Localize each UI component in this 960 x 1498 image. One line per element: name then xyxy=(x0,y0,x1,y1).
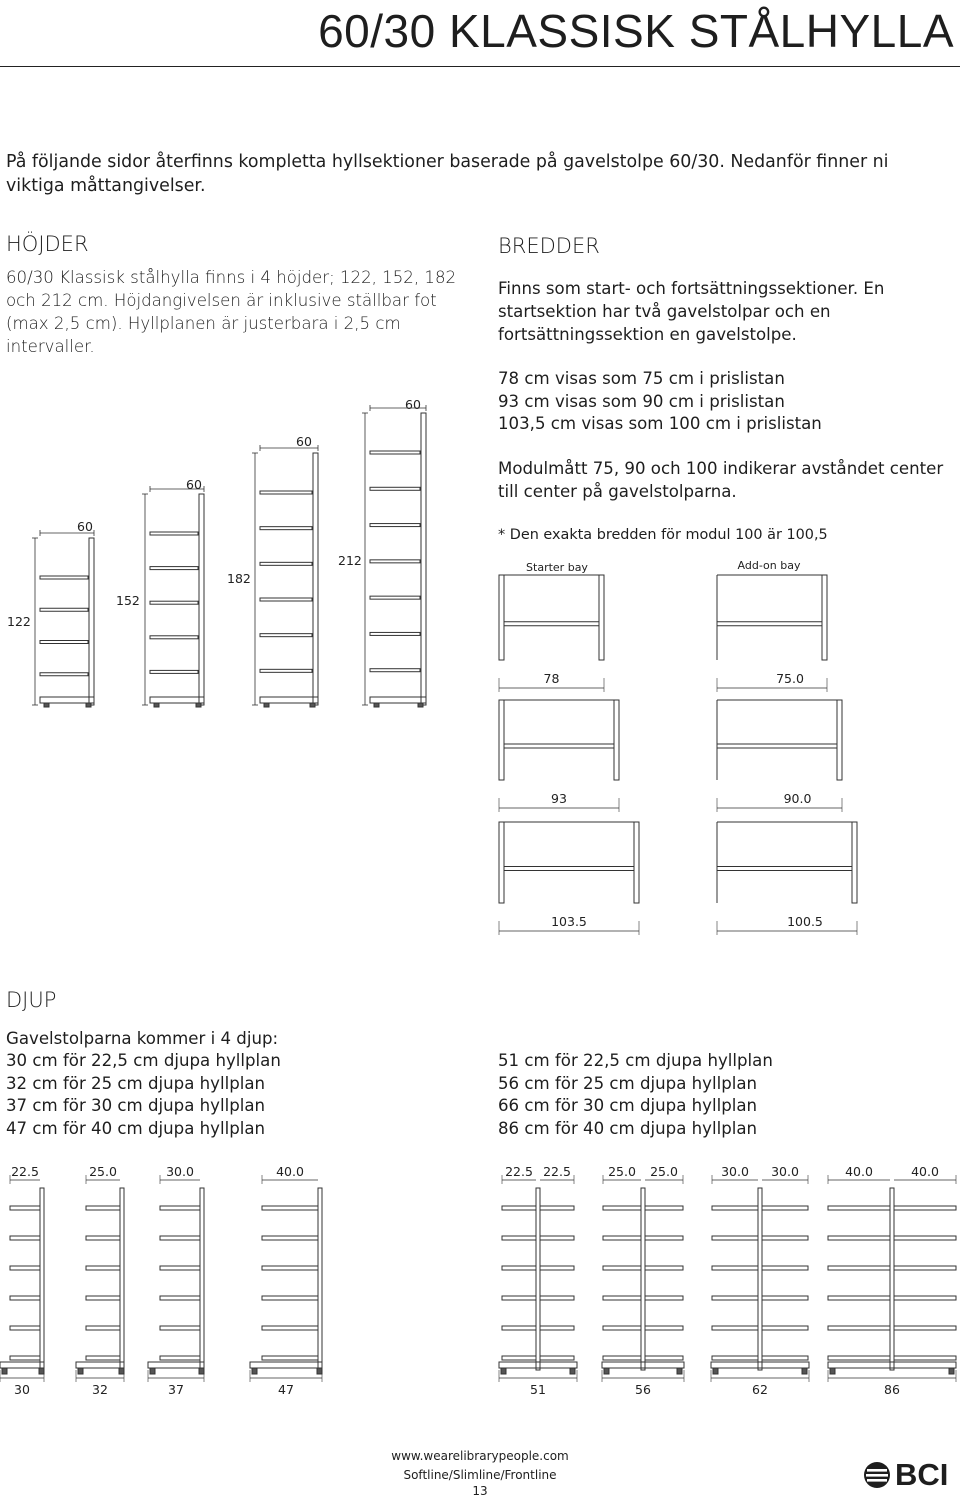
single-depth-unit-47 xyxy=(250,1164,322,1397)
base-shelf xyxy=(250,1362,322,1368)
gable-post xyxy=(890,1188,894,1370)
shelf-right xyxy=(894,1356,956,1360)
base-shelf xyxy=(260,697,318,703)
upright-post xyxy=(421,413,426,705)
shelf-left xyxy=(603,1356,641,1360)
shelf xyxy=(260,598,312,601)
starter-width-label: 93 xyxy=(551,791,567,806)
gable-post xyxy=(536,1188,540,1370)
shelf-depth-label-left: 30.0 xyxy=(721,1164,749,1179)
footer-product-lines: Softline/Slimline/Frontline xyxy=(403,1468,557,1482)
foot xyxy=(44,703,49,707)
foot xyxy=(199,1368,204,1374)
shelf xyxy=(160,1206,200,1210)
foot xyxy=(252,1368,257,1374)
gable-depth-label: 56 xyxy=(635,1382,651,1397)
shelf-left xyxy=(828,1236,890,1240)
width-label: 60 xyxy=(77,519,93,534)
shelf xyxy=(86,1206,120,1210)
gable-depth-label: 30 xyxy=(14,1382,30,1397)
starter-bay-label: Starter bay xyxy=(526,561,588,574)
depths-double-list: 51 cm för 22,5 cm djupa hyllplan 56 cm för 25 cm djupa hyllplan 66 cm för 30 cm djupa hyllplan 86 cm för 40 cm djupa hyllplan xyxy=(498,1051,773,1138)
shelf-depth-label-left: 25.0 xyxy=(608,1164,636,1179)
gable-depth-label: 62 xyxy=(752,1382,768,1397)
shelf-right xyxy=(762,1236,808,1240)
double-depth-unit-62 xyxy=(711,1164,809,1397)
shelf xyxy=(260,669,312,672)
foot xyxy=(713,1368,718,1374)
footer-page-number: 13 xyxy=(472,1484,488,1498)
gable-post xyxy=(200,1188,204,1370)
base-shelf xyxy=(370,697,426,703)
shelf xyxy=(260,491,312,494)
foot xyxy=(154,703,159,707)
shelf xyxy=(370,487,420,490)
foot xyxy=(2,1368,7,1374)
foot xyxy=(802,1368,807,1374)
width-row-3 xyxy=(499,822,857,935)
single-depth-unit-32 xyxy=(76,1164,124,1397)
gable-depth-label: 32 xyxy=(92,1382,108,1397)
shelf-right xyxy=(894,1266,956,1270)
shelf-right xyxy=(762,1356,808,1360)
shelf xyxy=(160,1266,200,1270)
right-gable xyxy=(634,822,639,903)
shelf xyxy=(10,1206,40,1210)
shelf xyxy=(86,1236,120,1240)
addon-width-label: 100.5 xyxy=(787,914,823,929)
double-depth-unit-56 xyxy=(602,1164,684,1397)
height-unit-122 xyxy=(7,519,94,707)
shelf-right xyxy=(894,1236,956,1240)
gable-post xyxy=(318,1188,322,1370)
shelf xyxy=(150,670,198,673)
right-gable xyxy=(614,700,619,780)
foot xyxy=(264,703,269,707)
height-unit-212 xyxy=(338,397,426,707)
foot xyxy=(374,703,379,707)
shelf-left xyxy=(603,1296,641,1300)
height-label: 152 xyxy=(116,593,140,608)
shelf xyxy=(260,527,312,530)
width-label: 60 xyxy=(405,397,421,412)
shelf-right xyxy=(762,1296,808,1300)
shelf xyxy=(86,1266,120,1270)
shelf-left xyxy=(603,1206,641,1210)
shelf xyxy=(40,608,88,611)
foot xyxy=(677,1368,682,1374)
shelf xyxy=(86,1356,120,1360)
depths-single-list: 30 cm för 22,5 cm djupa hyllplan 32 cm för 25 cm djupa hyllplan 37 cm för 30 cm djupa hyllplan 47 cm för 40 cm djupa hyllplan xyxy=(6,1051,281,1138)
shelf-left xyxy=(828,1356,890,1360)
width-row-1 xyxy=(499,575,827,692)
shelf-depth-label: 22.5 xyxy=(11,1164,39,1179)
double-depth-unit-86 xyxy=(828,1164,956,1397)
shelf-depth-label-right: 30.0 xyxy=(771,1164,799,1179)
shelf xyxy=(160,1326,200,1330)
shelf-depth-label-right: 22.5 xyxy=(543,1164,571,1179)
single-depth-unit-37 xyxy=(148,1164,204,1397)
shelf-right xyxy=(762,1206,808,1210)
addon-width-label: 75.0 xyxy=(776,671,804,686)
shelf xyxy=(160,1296,200,1300)
base-shelf xyxy=(40,697,94,703)
addon-width-label: 90.0 xyxy=(783,791,812,806)
foot xyxy=(86,703,91,707)
starter-width-label: 78 xyxy=(543,671,560,686)
shelf-left xyxy=(502,1236,536,1240)
depths-intro: Gavelstolparna kommer i 4 djup: xyxy=(6,1029,279,1048)
shelf xyxy=(160,1356,200,1360)
bci-logo-text: BCI xyxy=(895,1457,949,1492)
widths-conversions: 78 cm visas som 75 cm i prislistan 93 cm visas som 90 cm i prislistan 103,5 cm visas som 100 cm i prislistan xyxy=(498,369,822,433)
shelf-right xyxy=(645,1266,683,1270)
gable-post xyxy=(758,1188,762,1370)
gable-depth-label: 51 xyxy=(530,1382,546,1397)
height-label: 182 xyxy=(227,571,251,586)
foot xyxy=(604,1368,609,1374)
shelf-right xyxy=(540,1296,574,1300)
shelf-right xyxy=(540,1206,574,1210)
shelf-left xyxy=(712,1206,758,1210)
shelf-left xyxy=(828,1296,890,1300)
double-depth-unit-51 xyxy=(499,1164,577,1397)
width-row-2 xyxy=(499,700,842,812)
right-gable xyxy=(822,575,827,660)
heights-text: 60/30 Klassisk stålhylla finns i 4 höjder; 122, 152, 182 och 212 cm. Höjdangivelsen är inklusive ställbar fot (max 2,5 cm). Hyllplanen är justerbara i 2,5 cm intervaller. xyxy=(6,268,457,356)
height-unit-182 xyxy=(227,434,318,707)
widths-text: Finns som start- och fortsättningssektioner. En startsektion har två gavelstolpar och en fortsättningssektion en gavelstolpe. xyxy=(498,279,885,344)
left-gable xyxy=(499,575,504,660)
shelf-left xyxy=(712,1266,758,1270)
shelf xyxy=(262,1206,318,1210)
shelf-left xyxy=(712,1356,758,1360)
shelf-right xyxy=(540,1326,574,1330)
shelf-depth-label-left: 22.5 xyxy=(505,1164,533,1179)
shelf-left xyxy=(603,1326,641,1330)
height-label: 212 xyxy=(338,553,362,568)
single-depth-unit-30 xyxy=(0,1164,44,1397)
shelf xyxy=(262,1356,318,1360)
widths-heading: BREDDER xyxy=(498,234,600,258)
shelf-left xyxy=(712,1326,758,1330)
page-title: 60/30 KLASSISK STÅLHYLLA xyxy=(318,5,954,57)
shelf xyxy=(10,1236,40,1240)
base-shelf xyxy=(76,1362,124,1368)
shelf xyxy=(370,451,420,454)
widths-modul-text: Modulmått 75, 90 och 100 indikerar avståndet center till center på gavelstolparna. xyxy=(498,459,944,501)
gable-post xyxy=(641,1188,645,1370)
shelf-right xyxy=(894,1206,956,1210)
shelf xyxy=(86,1326,120,1330)
shelf-right xyxy=(540,1266,574,1270)
upright-post xyxy=(313,453,318,705)
shelf-left xyxy=(502,1206,536,1210)
base-shelf xyxy=(0,1362,44,1368)
upright-post xyxy=(89,538,94,705)
foot xyxy=(317,1368,322,1374)
shelf xyxy=(150,567,198,570)
gable-post xyxy=(120,1188,124,1370)
shelf-left xyxy=(502,1266,536,1270)
shelf-left xyxy=(502,1326,536,1330)
right-gable xyxy=(837,700,842,780)
shelf-depth-label: 30.0 xyxy=(166,1164,194,1179)
shelf-left xyxy=(712,1296,758,1300)
shelf xyxy=(260,562,312,565)
shelf-right xyxy=(894,1326,956,1330)
right-gable xyxy=(599,575,604,660)
shelf xyxy=(262,1236,318,1240)
shelf xyxy=(370,632,420,635)
shelf-depth-label-left: 40.0 xyxy=(845,1164,873,1179)
starter-width-label: 103.5 xyxy=(551,914,587,929)
widths-note: * Den exakta bredden för modul 100 är 100,5 xyxy=(498,527,828,543)
width-label: 60 xyxy=(296,434,312,449)
base-shelf xyxy=(499,1362,577,1368)
base-shelf xyxy=(828,1362,956,1368)
shelf-depth-label-right: 25.0 xyxy=(650,1164,678,1179)
foot xyxy=(119,1368,124,1374)
shelf-right xyxy=(540,1236,574,1240)
shelf xyxy=(150,601,198,604)
heights-heading: HÖJDER xyxy=(6,232,89,256)
gable-depth-label: 37 xyxy=(168,1382,184,1397)
shelf-depth-label-right: 40.0 xyxy=(911,1164,939,1179)
gable-post xyxy=(40,1188,44,1370)
shelf-left xyxy=(502,1296,536,1300)
shelf xyxy=(10,1266,40,1270)
foot xyxy=(150,1368,155,1374)
shelf xyxy=(160,1236,200,1240)
shelf xyxy=(370,560,420,563)
shelf xyxy=(10,1296,40,1300)
foot xyxy=(830,1368,835,1374)
shelf xyxy=(262,1326,318,1330)
shelf-right xyxy=(540,1356,574,1360)
foot xyxy=(418,703,423,707)
addon-bay-label: Add-on bay xyxy=(737,559,801,572)
footer-url[interactable]: www.wearelibrarypeople.com xyxy=(391,1449,569,1463)
foot xyxy=(39,1368,44,1374)
base-shelf xyxy=(602,1362,684,1368)
foot xyxy=(949,1368,954,1374)
foot xyxy=(78,1368,83,1374)
foot xyxy=(310,703,315,707)
shelf xyxy=(370,524,420,527)
shelf-right xyxy=(894,1296,956,1300)
shelf-right xyxy=(762,1266,808,1270)
foot xyxy=(196,703,201,707)
gable-depth-label: 47 xyxy=(278,1382,294,1397)
height-label: 122 xyxy=(7,614,31,629)
height-unit-152 xyxy=(116,477,204,707)
shelf xyxy=(260,634,312,637)
shelf-left xyxy=(828,1266,890,1270)
shelf-left xyxy=(828,1326,890,1330)
width-label: 60 xyxy=(186,477,202,492)
left-gable xyxy=(499,822,504,903)
shelf-right xyxy=(645,1356,683,1360)
shelf xyxy=(150,532,198,535)
base-shelf xyxy=(711,1362,809,1368)
shelf-left xyxy=(712,1236,758,1240)
foot xyxy=(501,1368,506,1374)
shelf-left xyxy=(502,1356,536,1360)
shelf-depth-label: 25.0 xyxy=(89,1164,117,1179)
intro-text: På följande sidor återfinns kompletta hyllsektioner baserade på gavelstolpe 60/30. Nedanför finner ni viktiga måttangivelser. xyxy=(6,152,889,196)
shelf-left xyxy=(603,1236,641,1240)
shelf-left xyxy=(603,1266,641,1270)
shelf xyxy=(40,641,88,644)
gable-depth-label: 86 xyxy=(884,1382,900,1397)
shelf xyxy=(370,596,420,599)
shelf-right xyxy=(645,1206,683,1210)
shelf xyxy=(10,1326,40,1330)
upright-post xyxy=(199,494,204,705)
shelf-right xyxy=(645,1326,683,1330)
depths-heading: DJUP xyxy=(6,988,57,1012)
shelf-right xyxy=(645,1296,683,1300)
shelf-right xyxy=(762,1326,808,1330)
foot xyxy=(570,1368,575,1374)
shelf-left xyxy=(828,1206,890,1210)
shelf xyxy=(370,669,420,672)
shelf-depth-label: 40.0 xyxy=(276,1164,304,1179)
shelf xyxy=(10,1356,40,1360)
shelf-right xyxy=(645,1236,683,1240)
base-shelf xyxy=(148,1362,204,1368)
base-shelf xyxy=(150,697,204,703)
left-gable xyxy=(499,700,504,780)
right-gable xyxy=(852,822,857,903)
shelf xyxy=(86,1296,120,1300)
shelf xyxy=(262,1296,318,1300)
shelf xyxy=(40,576,88,579)
shelf xyxy=(262,1266,318,1270)
shelf xyxy=(150,636,198,639)
width-diagrams xyxy=(526,559,801,574)
shelf xyxy=(40,673,88,676)
